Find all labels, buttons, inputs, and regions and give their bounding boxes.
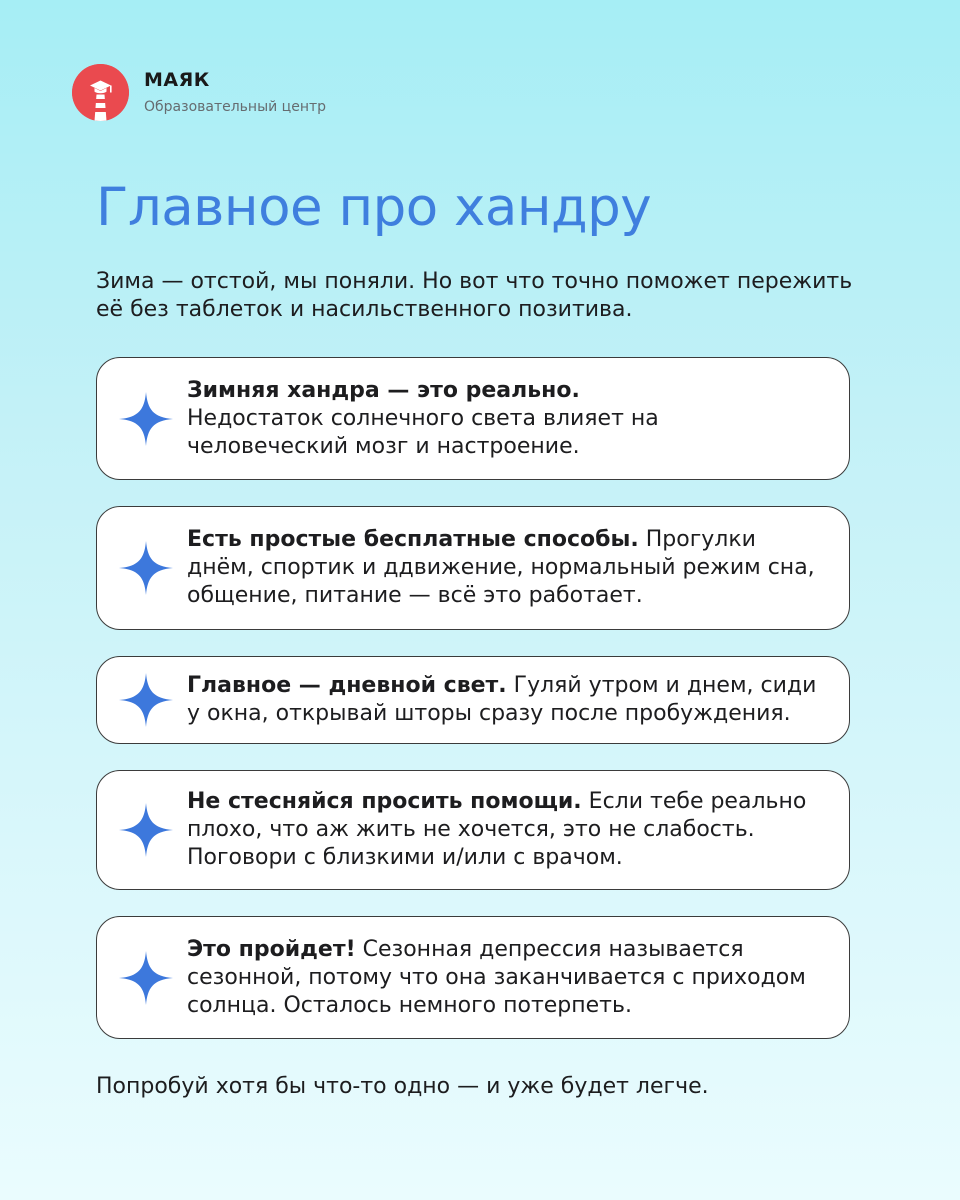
tip-text — [187, 788, 821, 872]
brand-subtitle: Образовательный центр — [144, 98, 327, 115]
tip-body: Если тебе реально плохо, что аж жить не хочется, это не слабость. Поговори с близкими и/или с врачом. — [187, 789, 807, 870]
lighthouse-graduation-cap-icon — [72, 64, 129, 121]
tip-text — [187, 672, 821, 728]
tip-card — [96, 357, 850, 480]
brand-name: МАЯК — [144, 68, 210, 91]
tip-body: Гуляй утром и днем, сиди у окна, открывай шторы сразу после пробуждения. — [187, 673, 817, 726]
tip-heading: Зимняя хандра — это реально. — [187, 377, 580, 403]
tip-heading: Главное — дневной свет. — [187, 673, 507, 698]
tip-heading: Есть простые бесплатные способы. — [187, 527, 639, 552]
tip-text — [187, 936, 821, 1020]
page-title: Главное про хандру — [96, 177, 652, 238]
tip-text — [187, 377, 821, 461]
tip-card — [96, 916, 850, 1039]
tip-text — [187, 526, 821, 610]
tip-body: Прогулки днём, спортик и ддвижение, нормальный режим сна, общение, питание — всё это работает. — [187, 527, 815, 608]
tip-card — [96, 506, 850, 630]
sparkle-star-icon — [117, 390, 175, 448]
tip-body: Недостаток солнечного света влияет на человеческий мозг и настроение. — [187, 405, 659, 459]
sparkle-star-icon — [117, 801, 175, 859]
tip-card — [96, 656, 850, 744]
tip-card — [96, 770, 850, 890]
outro-text: Попробуй хотя бы что-то одно — и уже будет легче. — [96, 1074, 709, 1099]
intro-text: Зима — отстой, мы поняли. Но вот что точно поможет пережить её без таблеток и насильственного позитива. — [96, 269, 853, 322]
brand — [72, 64, 326, 121]
tip-body: Сезонная депрессия называется сезонной, потому что она заканчивается с приходом солнца. Осталось немного потерпеть. — [187, 936, 806, 1018]
sparkle-star-icon — [117, 671, 175, 729]
tip-heading: Это пройдет! — [187, 936, 356, 962]
sparkle-star-icon — [117, 949, 175, 1007]
tip-heading: Не стесняйся просить помощи. — [187, 789, 582, 814]
sparkle-star-icon — [117, 539, 175, 597]
